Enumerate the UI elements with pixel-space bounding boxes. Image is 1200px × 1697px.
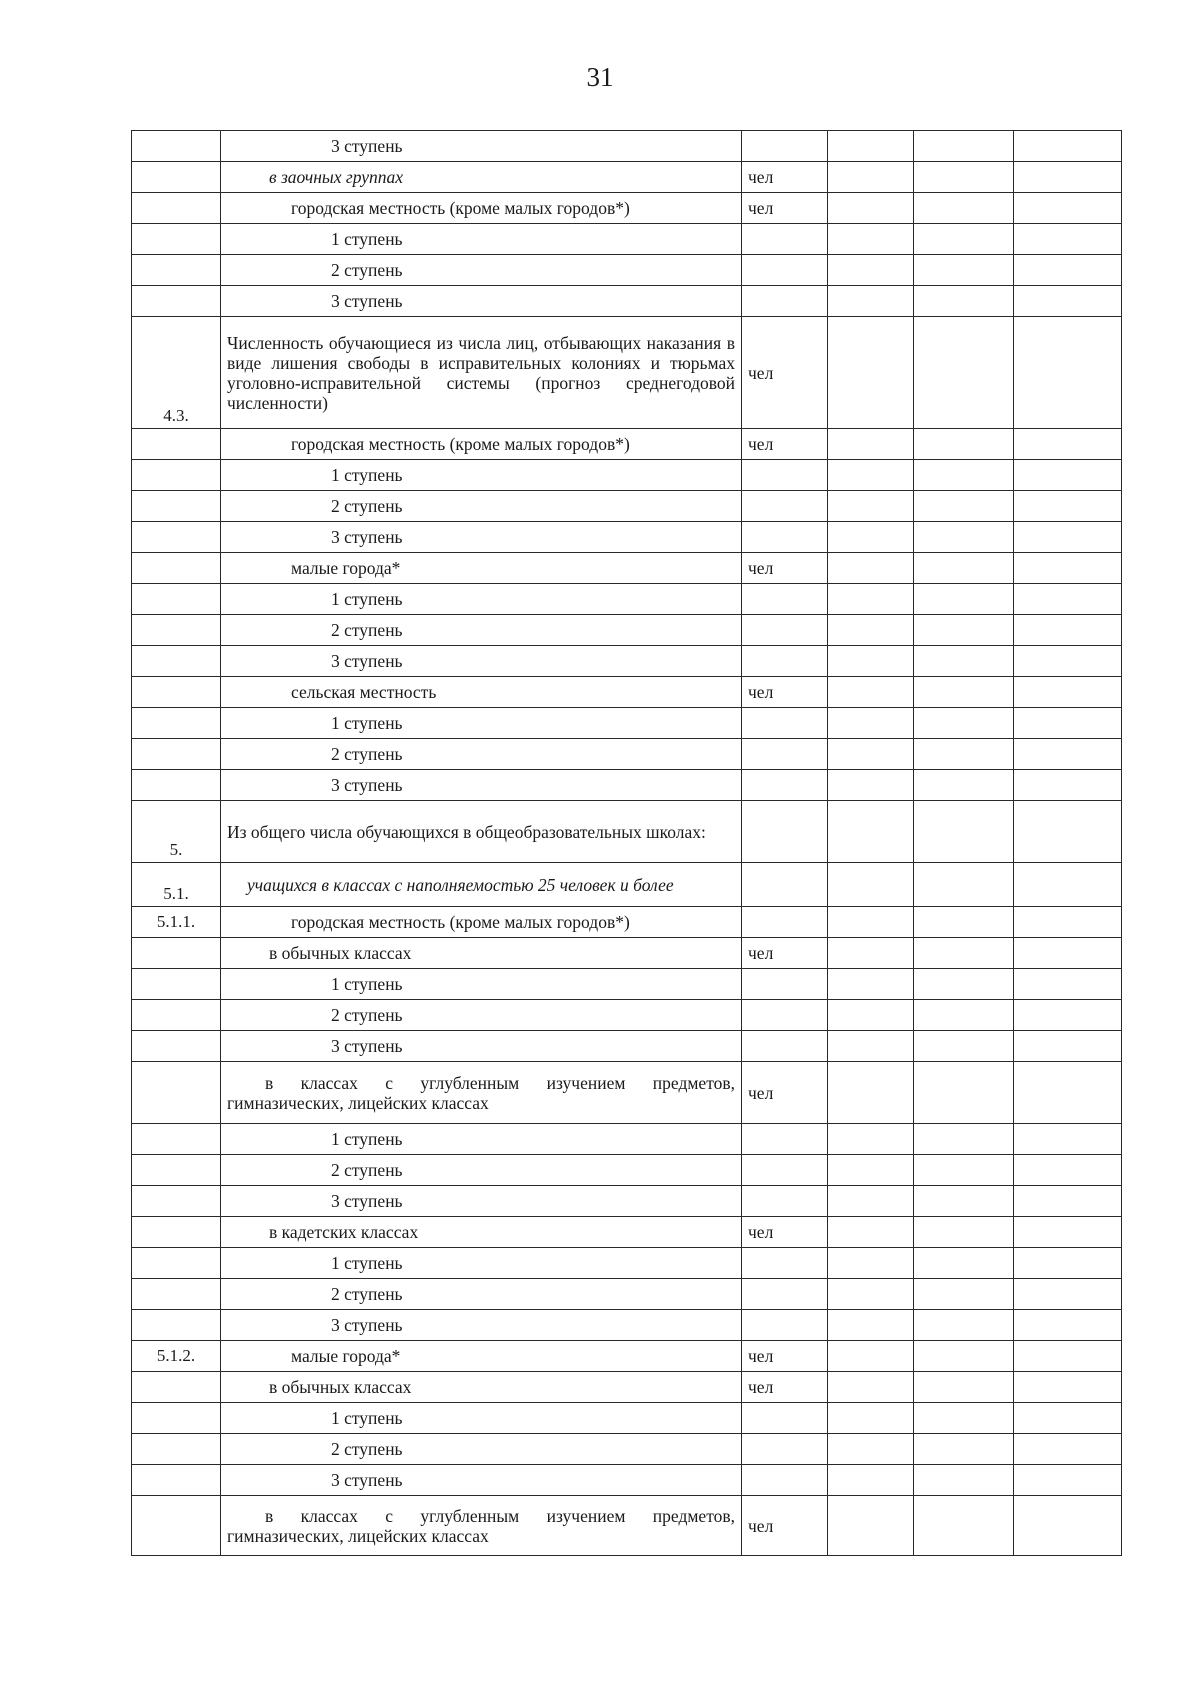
indicator-name-cell: 2 ступень [221, 1279, 742, 1310]
unit-cell: чел [742, 1372, 828, 1403]
row-number-cell [132, 677, 221, 708]
value-cell [828, 522, 914, 553]
value-cell [828, 1124, 914, 1155]
value-cell [828, 739, 914, 770]
row-number-cell [132, 770, 221, 801]
value-cell [914, 131, 1014, 162]
unit-cell [742, 224, 828, 255]
value-cell [1014, 255, 1122, 286]
unit-cell [742, 255, 828, 286]
table-row [132, 938, 1122, 969]
value-cell [828, 584, 914, 615]
indicator-name-cell: 3 ступень [221, 286, 742, 317]
value-cell [914, 1372, 1014, 1403]
unit-cell: чел [742, 1217, 828, 1248]
indicator-name-cell: учащихся в классах с наполняемостью 25 человек и более [221, 863, 742, 907]
table-row [132, 969, 1122, 1000]
value-cell [1014, 1155, 1122, 1186]
unit-cell [742, 863, 828, 907]
value-cell [914, 162, 1014, 193]
value-cell [914, 1279, 1014, 1310]
value-cell [914, 1031, 1014, 1062]
value-cell [914, 1186, 1014, 1217]
value-cell [1014, 1434, 1122, 1465]
table-row [132, 193, 1122, 224]
value-cell [828, 646, 914, 677]
value-cell [914, 1155, 1014, 1186]
indicator-name-cell: 1 ступень [221, 460, 742, 491]
table-row [132, 646, 1122, 677]
indicator-name-cell: в обычных классах [221, 938, 742, 969]
unit-cell [742, 522, 828, 553]
value-cell [828, 553, 914, 584]
indicator-name-cell: в обычных классах [221, 1372, 742, 1403]
value-cell [914, 739, 1014, 770]
indicator-name-cell: 3 ступень [221, 646, 742, 677]
value-cell [1014, 1496, 1122, 1556]
value-cell [914, 1434, 1014, 1465]
value-cell [914, 1217, 1014, 1248]
row-number-cell: 5.1.1. [132, 907, 221, 938]
row-number-cell: 4.3. [132, 317, 221, 429]
indicator-name-cell: городская местность (кроме малых городов*) [221, 193, 742, 224]
value-cell [828, 1279, 914, 1310]
table-row [132, 770, 1122, 801]
value-cell [1014, 770, 1122, 801]
row-number-cell [132, 584, 221, 615]
unit-cell: чел [742, 677, 828, 708]
row-number-cell: 5.1. [132, 863, 221, 907]
value-cell [1014, 801, 1122, 863]
value-cell [1014, 739, 1122, 770]
indicator-name-cell: городская местность (кроме малых городов*) [221, 907, 742, 938]
unit-cell [742, 646, 828, 677]
value-cell [1014, 1279, 1122, 1310]
value-cell [914, 907, 1014, 938]
table-row [132, 1000, 1122, 1031]
unit-cell: чел [742, 193, 828, 224]
table-row [132, 286, 1122, 317]
row-number-cell [132, 162, 221, 193]
unit-cell [742, 801, 828, 863]
value-cell [914, 1465, 1014, 1496]
row-number-cell [132, 1062, 221, 1124]
table-row [132, 907, 1122, 938]
value-cell [914, 1248, 1014, 1279]
row-number-cell [132, 255, 221, 286]
value-cell [1014, 1124, 1122, 1155]
unit-cell [742, 1186, 828, 1217]
value-cell [914, 584, 1014, 615]
value-cell [914, 677, 1014, 708]
value-cell [1014, 460, 1122, 491]
indicator-name-cell: 3 ступень [221, 1310, 742, 1341]
value-cell [914, 1062, 1014, 1124]
value-cell [1014, 522, 1122, 553]
table-row [132, 584, 1122, 615]
unit-cell [742, 739, 828, 770]
unit-cell: чел [742, 1341, 828, 1372]
value-cell [914, 1310, 1014, 1341]
unit-cell [742, 460, 828, 491]
table-row [132, 1279, 1122, 1310]
table-row [132, 1465, 1122, 1496]
unit-cell: чел [742, 162, 828, 193]
value-cell [828, 1403, 914, 1434]
unit-cell [742, 969, 828, 1000]
table-row [132, 1031, 1122, 1062]
row-number-cell [132, 615, 221, 646]
value-cell [828, 317, 914, 429]
indicator-name-cell: 2 ступень [221, 739, 742, 770]
value-cell [1014, 286, 1122, 317]
value-cell [828, 131, 914, 162]
value-cell [914, 863, 1014, 907]
indicator-name-cell: 2 ступень [221, 615, 742, 646]
indicator-name-cell: 2 ступень [221, 1434, 742, 1465]
table-row [132, 739, 1122, 770]
indicator-name-cell: Численность обучающиеся из числа лиц, отбывающих наказания в виде лишения свободы в исправительных колониях и тюрьмах уголовно-исправительной системы (прогноз среднегодовой численности) [221, 317, 742, 429]
indicator-name-cell: 1 ступень [221, 1403, 742, 1434]
table-row [132, 162, 1122, 193]
row-number-cell [132, 286, 221, 317]
indicator-name-cell: 3 ступень [221, 1465, 742, 1496]
indicator-name-cell: 3 ступень [221, 770, 742, 801]
table-row [132, 317, 1122, 429]
indicator-name-cell: в кадетских классах [221, 1217, 742, 1248]
indicator-name-cell: сельская местность [221, 677, 742, 708]
value-cell [828, 770, 914, 801]
value-cell [914, 193, 1014, 224]
value-cell [1014, 1372, 1122, 1403]
value-cell [1014, 677, 1122, 708]
value-cell [828, 708, 914, 739]
indicator-name-cell: 1 ступень [221, 1124, 742, 1155]
unit-cell [742, 708, 828, 739]
value-cell [914, 801, 1014, 863]
indicator-table [131, 130, 1122, 1556]
unit-cell [742, 907, 828, 938]
row-number-cell [132, 1496, 221, 1556]
indicator-name-cell: 1 ступень [221, 224, 742, 255]
value-cell [914, 1403, 1014, 1434]
value-cell [914, 646, 1014, 677]
value-cell [1014, 1341, 1122, 1372]
row-number-cell [132, 224, 221, 255]
value-cell [828, 1465, 914, 1496]
unit-cell [742, 1124, 828, 1155]
table-row [132, 131, 1122, 162]
table-row [132, 429, 1122, 460]
row-number-cell [132, 1434, 221, 1465]
value-cell [1014, 646, 1122, 677]
value-cell [914, 286, 1014, 317]
unit-cell [742, 615, 828, 646]
value-cell [828, 1155, 914, 1186]
value-cell [1014, 1062, 1122, 1124]
table-row [132, 1124, 1122, 1155]
value-cell [1014, 907, 1122, 938]
table-row [132, 1062, 1122, 1124]
value-cell [1014, 317, 1122, 429]
indicator-name-cell: 3 ступень [221, 522, 742, 553]
value-cell [914, 491, 1014, 522]
unit-cell [742, 1465, 828, 1496]
value-cell [828, 1248, 914, 1279]
unit-cell: чел [742, 317, 828, 429]
value-cell [1014, 615, 1122, 646]
value-cell [828, 491, 914, 522]
value-cell [1014, 1217, 1122, 1248]
indicator-name-cell: 2 ступень [221, 491, 742, 522]
table-row [132, 1403, 1122, 1434]
value-cell [828, 801, 914, 863]
value-cell [914, 255, 1014, 286]
row-number-cell [132, 1217, 221, 1248]
row-number-cell [132, 739, 221, 770]
unit-cell: чел [742, 938, 828, 969]
value-cell [914, 969, 1014, 1000]
value-cell [828, 1310, 914, 1341]
page-number: 31 [586, 62, 614, 92]
table-row [132, 553, 1122, 584]
row-number-cell [132, 1248, 221, 1279]
unit-cell [742, 1000, 828, 1031]
unit-cell [742, 584, 828, 615]
table-row [132, 224, 1122, 255]
indicator-name-cell: 2 ступень [221, 255, 742, 286]
value-cell [914, 224, 1014, 255]
row-number-cell [132, 1155, 221, 1186]
table-row [132, 863, 1122, 907]
indicator-name-cell: 1 ступень [221, 584, 742, 615]
value-cell [914, 708, 1014, 739]
value-cell [914, 1341, 1014, 1372]
value-cell [914, 522, 1014, 553]
row-number-cell [132, 646, 221, 677]
row-number-cell [132, 131, 221, 162]
unit-cell [742, 770, 828, 801]
table-row [132, 1155, 1122, 1186]
value-cell [1014, 162, 1122, 193]
value-cell [828, 1372, 914, 1403]
value-cell [1014, 1000, 1122, 1031]
unit-cell [742, 286, 828, 317]
indicator-name-cell: 1 ступень [221, 708, 742, 739]
unit-cell [742, 131, 828, 162]
row-number-cell: 5.1.2. [132, 1341, 221, 1372]
value-cell [1014, 429, 1122, 460]
unit-cell: чел [742, 553, 828, 584]
value-cell [914, 1124, 1014, 1155]
row-number-cell [132, 1310, 221, 1341]
value-cell [828, 1062, 914, 1124]
value-cell [1014, 1465, 1122, 1496]
value-cell [828, 193, 914, 224]
indicator-name-cell: 2 ступень [221, 1155, 742, 1186]
table-row [132, 1310, 1122, 1341]
value-cell [914, 317, 1014, 429]
value-cell [1014, 584, 1122, 615]
row-number-cell [132, 1403, 221, 1434]
value-cell [828, 255, 914, 286]
table-row [132, 1217, 1122, 1248]
unit-cell [742, 1248, 828, 1279]
value-cell [914, 615, 1014, 646]
indicator-name-cell: малые города* [221, 1341, 742, 1372]
indicator-name-cell: 3 ступень [221, 1031, 742, 1062]
value-cell [828, 938, 914, 969]
value-cell [828, 1000, 914, 1031]
table-row [132, 255, 1122, 286]
row-number-cell [132, 193, 221, 224]
value-cell [1014, 1031, 1122, 1062]
indicator-name-cell: малые города* [221, 553, 742, 584]
unit-cell [742, 1310, 828, 1341]
row-number-cell [132, 553, 221, 584]
unit-cell [742, 1403, 828, 1434]
value-cell [828, 907, 914, 938]
indicator-name-cell: 2 ступень [221, 1000, 742, 1031]
table-row [132, 1186, 1122, 1217]
value-cell [828, 1434, 914, 1465]
table-row [132, 460, 1122, 491]
unit-cell [742, 1155, 828, 1186]
value-cell [1014, 131, 1122, 162]
table-row [132, 615, 1122, 646]
value-cell [1014, 938, 1122, 969]
row-number-cell [132, 1279, 221, 1310]
value-cell [828, 162, 914, 193]
value-cell [828, 1341, 914, 1372]
value-cell [828, 1496, 914, 1556]
row-number-cell [132, 1124, 221, 1155]
value-cell [828, 286, 914, 317]
table-row [132, 1341, 1122, 1372]
value-cell [1014, 224, 1122, 255]
row-number-cell [132, 1372, 221, 1403]
indicator-name-cell: 1 ступень [221, 1248, 742, 1279]
row-number-cell [132, 429, 221, 460]
value-cell [1014, 708, 1122, 739]
value-cell [914, 429, 1014, 460]
row-number-cell [132, 1465, 221, 1496]
value-cell [914, 553, 1014, 584]
value-cell [914, 770, 1014, 801]
value-cell [1014, 1310, 1122, 1341]
value-cell [828, 224, 914, 255]
value-cell [1014, 553, 1122, 584]
indicator-name-cell: в классах с углубленным изучением предметов, гимназических, лицейских классах [221, 1496, 742, 1556]
value-cell [914, 460, 1014, 491]
value-cell [828, 1186, 914, 1217]
table-row [132, 677, 1122, 708]
value-cell [914, 938, 1014, 969]
row-number-cell [132, 969, 221, 1000]
row-number-cell [132, 708, 221, 739]
unit-cell: чел [742, 1062, 828, 1124]
table-row [132, 1248, 1122, 1279]
unit-cell [742, 1434, 828, 1465]
value-cell [1014, 1186, 1122, 1217]
table-row [132, 801, 1122, 863]
row-number-cell [132, 1031, 221, 1062]
table-row [132, 1434, 1122, 1465]
value-cell [828, 1217, 914, 1248]
table-row [132, 1496, 1122, 1556]
unit-cell: чел [742, 429, 828, 460]
value-cell [914, 1000, 1014, 1031]
value-cell [828, 429, 914, 460]
table-row [132, 1372, 1122, 1403]
value-cell [828, 863, 914, 907]
indicator-name-cell: Из общего числа обучающихся в общеобразовательных школах: [221, 801, 742, 863]
indicator-name-cell: в заочных группах [221, 162, 742, 193]
value-cell [828, 460, 914, 491]
value-cell [1014, 1248, 1122, 1279]
value-cell [914, 1496, 1014, 1556]
indicator-name-cell: в классах с углубленным изучением предметов, гимназических, лицейских классах [221, 1062, 742, 1124]
row-number-cell [132, 1186, 221, 1217]
value-cell [828, 615, 914, 646]
value-cell [828, 677, 914, 708]
indicator-name-cell: 3 ступень [221, 131, 742, 162]
value-cell [1014, 491, 1122, 522]
unit-cell: чел [742, 1496, 828, 1556]
table-row [132, 491, 1122, 522]
row-number-cell: 5. [132, 801, 221, 863]
row-number-cell [132, 522, 221, 553]
table-row [132, 708, 1122, 739]
value-cell [1014, 1403, 1122, 1434]
table-row [132, 522, 1122, 553]
row-number-cell [132, 938, 221, 969]
indicator-name-cell: 3 ступень [221, 1186, 742, 1217]
value-cell [828, 1031, 914, 1062]
value-cell [1014, 863, 1122, 907]
row-number-cell [132, 460, 221, 491]
unit-cell [742, 1279, 828, 1310]
row-number-cell [132, 491, 221, 522]
value-cell [1014, 193, 1122, 224]
row-number-cell [132, 1000, 221, 1031]
indicator-name-cell: городская местность (кроме малых городов*) [221, 429, 742, 460]
indicator-name-cell: 1 ступень [221, 969, 742, 1000]
unit-cell [742, 1031, 828, 1062]
value-cell [828, 969, 914, 1000]
unit-cell [742, 491, 828, 522]
value-cell [1014, 969, 1122, 1000]
